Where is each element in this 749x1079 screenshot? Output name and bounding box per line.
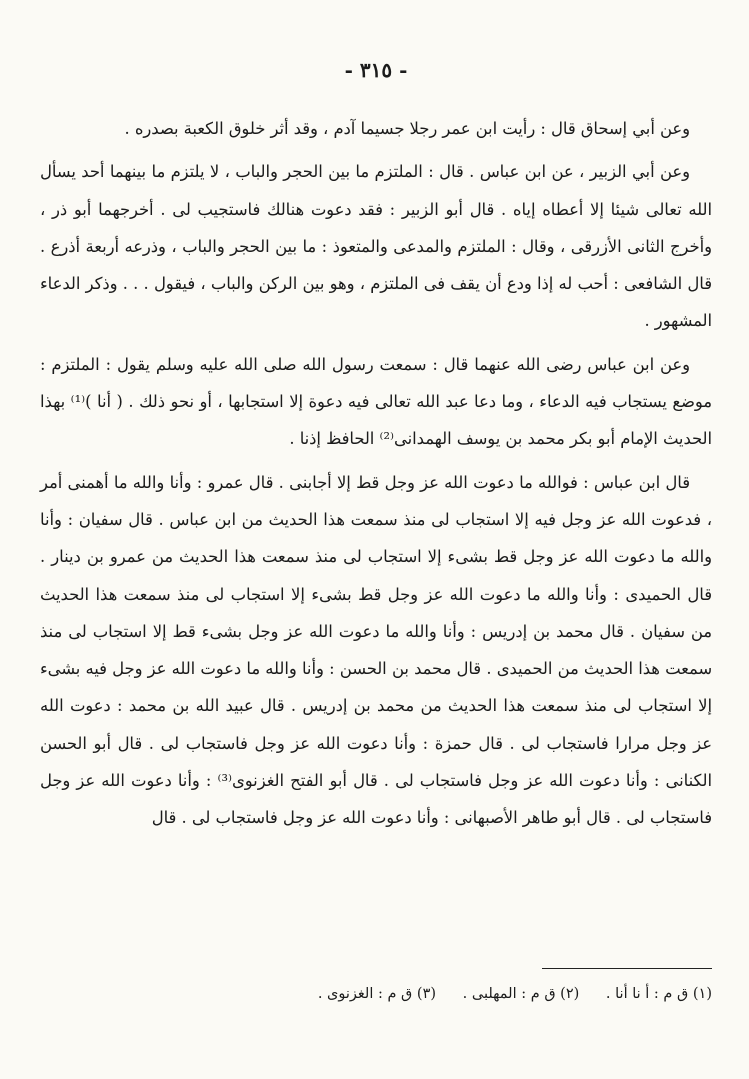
main-text xyxy=(40,110,712,843)
paragraph-2: وعن أبي الزبير ، عن ابن عباس . قال : الملتزم ما بين الحجر والباب ، لا يلتزم ما بينهما أحد يسأل الله تعالى شيئا إلا أعطاه إياه . قال أبو الزبير : فقد دعوت هنالك فاستجيب لى . أخرجهما أبو ذر ، وأخرج الثانى الأزرقى ، وقال : الملتزم والمدعى والمتعوذ : ما بين الحجر والباب ، وذرعه أربعة أذرع . قال الشافعى : أحب له إذا ودع أن يقف فى الملتزم ، وهو بين الركن والباب ، فيقول . . . وذكر الدعاء المشهور . xyxy=(40,162,712,331)
paragraph-4: قال ابن عباس : فوالله ما دعوت الله عز وجل قط إلا أجابنى . قال عمرو : وأنا والله ما أهمنى أمر ، فدعوت الله عز وجل فيه إلا استجاب لى منذ سمعت هذا الحديث من ابن عباس . قال سفيان : وأنا والله ما دعوت الله عز وجل قط بشىء إلا استجاب لى منذ سمعت هذا الحديث من عمرو بن دينار . قال الحميدى : وأنا والله ما دعوت الله عز وجل قط بشىء إلا استجاب لى منذ سمعت هذا الحديث من سفيان . قال محمد بن إدريس : وأنا والله ما دعوت الله عز وجل بشىء قط إلا استجاب لى منذ سمعت هذا الحديث من الحميدى . قال محمد بن الحسن : وأنا والله ما دعوت الله عز وجل فيه بشىء إلا استجاب لى منذ سمعت هذا الحديث من محمد بن إدريس . قال عبيد الله بن محمد : دعوت الله عز وجل مرارا فاستجاب لى . قال حمزة : وأنا دعوت الله عز وجل فاستجاب لى . قال أبو الحسن الكنانى : وأنا دعوت الله عز وجل فاستجاب لى . قال أبو الفتح الغزنوى⁽³⁾ : وأنا دعوت الله عز وجل فاستجاب لى . قال أبو طاهر الأصبهانى : وأنا دعوت الله عز وجل فاستجاب لى . قال xyxy=(40,472,712,828)
footnote-2: (٢) ق م : المهلبى . xyxy=(462,986,580,1002)
footnote-3: (٣) ق م : الغزنوى . xyxy=(317,986,437,1002)
footnote-1: (١) ق م : أ نا أنا . xyxy=(605,986,712,1002)
paragraph-3: وعن ابن عباس رضى الله عنهما قال : سمعت رسول الله صلى الله عليه وسلم يقول : الملتزم : موضع يستجاب فيه الدعاء ، وما دعا عبد الله تعالى فيه دعوة إلا استجابها ، أو نحو ذلك . ( أنا )⁽¹⁾ بهذا الحديث الإمام أبو بكر محمد بن يوسف الهمدانى⁽²⁾ الحافظ إذنا . xyxy=(40,354,713,449)
paragraph-1: وعن أبي إسحاق قال : رأيت ابن عمر رجلا جسيما آدم ، وقد أثر خلوق الكعبة بصدره . xyxy=(124,119,690,138)
footnote-divider xyxy=(542,968,712,969)
page-number: - ٣١٥ - xyxy=(344,58,408,82)
book-page xyxy=(40,40,712,1050)
footnotes xyxy=(40,982,712,1006)
